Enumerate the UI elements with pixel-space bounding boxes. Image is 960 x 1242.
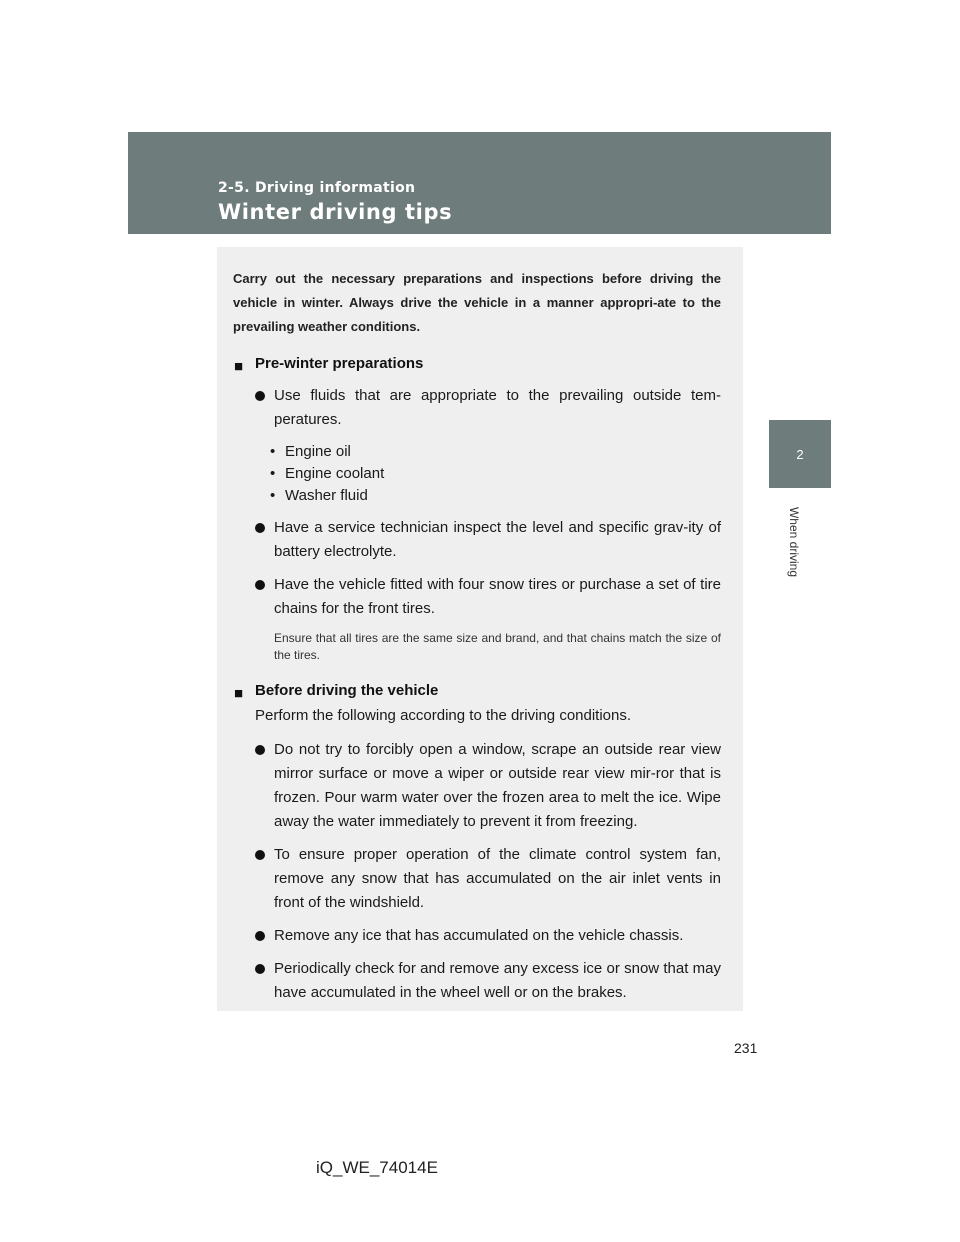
chapter-label: When driving bbox=[787, 506, 801, 578]
sub-list-item-text: Washer fluid bbox=[285, 487, 368, 504]
list-item-text: Periodically check for and remove any excess ice or snow that may have accumulated in the wheel well or on the brakes. bbox=[274, 960, 721, 1001]
list-item bbox=[255, 516, 721, 564]
round-bullet-icon bbox=[255, 964, 265, 974]
page-number: 231 bbox=[734, 1040, 758, 1056]
sub-list bbox=[270, 441, 721, 507]
list-item-text: Have a service technician inspect the level and specific grav-ity of battery electrolyte. bbox=[274, 519, 721, 560]
section-lead: Perform the following according to the driving conditions. bbox=[255, 707, 632, 724]
list-item-text: Have the vehicle fitted with four snow tires or purchase a set of tire chains for the front tires. bbox=[274, 576, 721, 617]
section-label: 2-5. Driving information bbox=[218, 180, 416, 196]
square-bullet-icon: ■ bbox=[234, 358, 244, 375]
list-item-text: Do not try to forcibly open a window, scrape an outside rear view mirror surface or move a wiper or outside rear view mir-ror that is frozen. Pour warm water over the frozen area to melt the ice. Wipe away the water immediately to prevent it from freezing. bbox=[274, 741, 721, 830]
round-bullet-icon bbox=[255, 931, 265, 941]
round-bullet-icon bbox=[255, 745, 265, 755]
page-title: Winter driving tips bbox=[218, 200, 453, 224]
list-item bbox=[255, 924, 721, 948]
list-item-text: Remove any ice that has accumulated on the vehicle chassis. bbox=[274, 927, 684, 944]
section-heading bbox=[233, 353, 721, 375]
sub-list-item: • Washer fluid bbox=[270, 487, 368, 504]
sub-list-item-text: Engine oil bbox=[285, 443, 351, 460]
chapter-tab bbox=[769, 420, 831, 488]
round-bullet-icon bbox=[255, 850, 265, 860]
bullet-list bbox=[233, 384, 721, 432]
list-item bbox=[255, 384, 721, 432]
list-item bbox=[255, 738, 721, 834]
sub-list-item-text: Engine coolant bbox=[285, 465, 385, 482]
bullet-list bbox=[233, 738, 721, 1005]
document-code: iQ_WE_74014E bbox=[316, 1158, 438, 1177]
chapter-number: 2 bbox=[796, 446, 804, 462]
list-item bbox=[255, 573, 721, 621]
list-item-text: Use fluids that are appropriate to the prevailing outside tem-peratures. bbox=[274, 387, 721, 428]
round-bullet-icon bbox=[255, 580, 265, 590]
list-item bbox=[255, 843, 721, 915]
chapter-side-label bbox=[764, 500, 824, 584]
sub-list-item: • Engine oil bbox=[270, 443, 351, 460]
content-box bbox=[217, 247, 743, 1011]
section-heading bbox=[233, 680, 721, 702]
round-bullet-icon bbox=[255, 523, 265, 533]
note-text: Ensure that all tires are the same size and brand, and that chains match the size of the tires. bbox=[274, 631, 721, 662]
section-heading-text: Before driving the vehicle bbox=[255, 682, 439, 699]
section-header bbox=[128, 132, 831, 234]
round-bullet-icon bbox=[255, 391, 265, 401]
list-item bbox=[255, 957, 721, 1005]
list-item-text: To ensure proper operation of the climate control system fan, remove any snow that has accumulated on the air inlet vents in front of the windshield. bbox=[274, 846, 721, 911]
section-heading-text: Pre-winter preparations bbox=[255, 355, 424, 372]
sub-list-item: • Engine coolant bbox=[270, 465, 385, 482]
intro-paragraph: Carry out the necessary preparations and inspections before driving the vehicle in winter. Always drive the vehicle in a manner appropri-ate to the prevailing weather conditions. bbox=[233, 271, 721, 334]
square-bullet-icon: ■ bbox=[234, 685, 244, 702]
bullet-list bbox=[233, 516, 721, 621]
